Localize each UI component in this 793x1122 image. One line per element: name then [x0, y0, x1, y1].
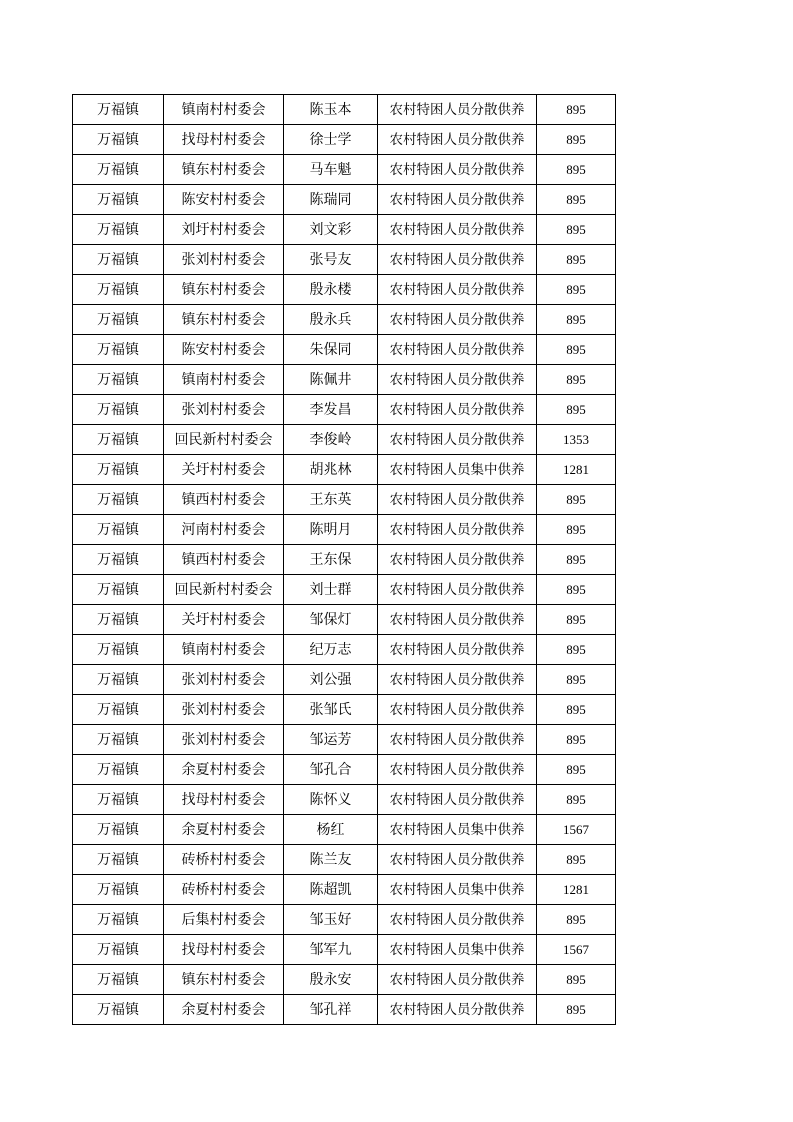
- village-cell: 陈安村村委会: [164, 335, 284, 365]
- table-row: [73, 365, 616, 395]
- town-cell: 万福镇: [73, 875, 164, 905]
- village-cell: 镇南村村委会: [164, 95, 284, 125]
- category-cell: 农村特困人员分散供养: [378, 845, 537, 875]
- table-row: [73, 815, 616, 845]
- table-row: [73, 785, 616, 815]
- category-cell: 农村特困人员分散供养: [378, 245, 537, 275]
- village-cell: 张刘村村委会: [164, 245, 284, 275]
- table-row: [73, 215, 616, 245]
- town-cell: 万福镇: [73, 965, 164, 995]
- category-cell: 农村特困人员分散供养: [378, 485, 537, 515]
- village-cell: 镇西村村委会: [164, 485, 284, 515]
- table-row: [73, 875, 616, 905]
- table-row: [73, 515, 616, 545]
- person-name-cell: 张号友: [284, 245, 378, 275]
- town-cell: 万福镇: [73, 665, 164, 695]
- table-body: [73, 95, 616, 1025]
- table-row: [73, 335, 616, 365]
- table-row: [73, 755, 616, 785]
- amount-cell: 895: [537, 215, 616, 245]
- village-cell: 张刘村村委会: [164, 395, 284, 425]
- town-cell: 万福镇: [73, 815, 164, 845]
- category-cell: 农村特困人员集中供养: [378, 935, 537, 965]
- category-cell: 农村特困人员分散供养: [378, 365, 537, 395]
- person-name-cell: 陈兰友: [284, 845, 378, 875]
- person-name-cell: 徐士学: [284, 125, 378, 155]
- person-name-cell: 殷永楼: [284, 275, 378, 305]
- amount-cell: 895: [537, 995, 616, 1025]
- person-name-cell: 陈超凯: [284, 875, 378, 905]
- amount-cell: 1281: [537, 875, 616, 905]
- category-cell: 农村特困人员分散供养: [378, 725, 537, 755]
- person-name-cell: 殷永兵: [284, 305, 378, 335]
- category-cell: 农村特困人员分散供养: [378, 215, 537, 245]
- village-cell: 关圩村村委会: [164, 605, 284, 635]
- village-cell: 镇东村村委会: [164, 305, 284, 335]
- town-cell: 万福镇: [73, 215, 164, 245]
- category-cell: 农村特困人员分散供养: [378, 545, 537, 575]
- table-row: [73, 635, 616, 665]
- table-row: [73, 485, 616, 515]
- town-cell: 万福镇: [73, 245, 164, 275]
- table-row: [73, 965, 616, 995]
- amount-cell: 895: [537, 545, 616, 575]
- table-row: [73, 605, 616, 635]
- table-row: [73, 905, 616, 935]
- category-cell: 农村特困人员集中供养: [378, 455, 537, 485]
- village-cell: 镇西村村委会: [164, 545, 284, 575]
- category-cell: 农村特困人员分散供养: [378, 575, 537, 605]
- person-name-cell: 杨红: [284, 815, 378, 845]
- village-cell: 镇东村村委会: [164, 155, 284, 185]
- person-name-cell: 胡兆林: [284, 455, 378, 485]
- amount-cell: 895: [537, 185, 616, 215]
- amount-cell: 895: [537, 515, 616, 545]
- village-cell: 镇南村村委会: [164, 365, 284, 395]
- person-name-cell: 王东保: [284, 545, 378, 575]
- amount-cell: 895: [537, 245, 616, 275]
- town-cell: 万福镇: [73, 95, 164, 125]
- category-cell: 农村特困人员集中供养: [378, 875, 537, 905]
- town-cell: 万福镇: [73, 785, 164, 815]
- town-cell: 万福镇: [73, 305, 164, 335]
- table-row: [73, 275, 616, 305]
- person-name-cell: 刘公强: [284, 665, 378, 695]
- town-cell: 万福镇: [73, 155, 164, 185]
- town-cell: 万福镇: [73, 575, 164, 605]
- table-row: [73, 575, 616, 605]
- person-name-cell: 刘士群: [284, 575, 378, 605]
- town-cell: 万福镇: [73, 935, 164, 965]
- person-name-cell: 王东英: [284, 485, 378, 515]
- town-cell: 万福镇: [73, 515, 164, 545]
- amount-cell: 895: [537, 605, 616, 635]
- table-row: [73, 665, 616, 695]
- category-cell: 农村特困人员分散供养: [378, 995, 537, 1025]
- amount-cell: 895: [537, 95, 616, 125]
- category-cell: 农村特困人员分散供养: [378, 665, 537, 695]
- village-cell: 回民新村村委会: [164, 575, 284, 605]
- category-cell: 农村特困人员集中供养: [378, 815, 537, 845]
- town-cell: 万福镇: [73, 275, 164, 305]
- amount-cell: 895: [537, 395, 616, 425]
- table-row: [73, 995, 616, 1025]
- town-cell: 万福镇: [73, 335, 164, 365]
- amount-cell: 1567: [537, 935, 616, 965]
- category-cell: 农村特困人员分散供养: [378, 335, 537, 365]
- table-row: [73, 395, 616, 425]
- person-name-cell: 朱保同: [284, 335, 378, 365]
- person-name-cell: 邹运芳: [284, 725, 378, 755]
- table-row: [73, 455, 616, 485]
- amount-cell: 895: [537, 845, 616, 875]
- town-cell: 万福镇: [73, 995, 164, 1025]
- person-name-cell: 邹孔祥: [284, 995, 378, 1025]
- table-row: [73, 305, 616, 335]
- person-name-cell: 张邹氏: [284, 695, 378, 725]
- category-cell: 农村特困人员分散供养: [378, 125, 537, 155]
- person-name-cell: 陈瑞同: [284, 185, 378, 215]
- table-row: [73, 725, 616, 755]
- village-cell: 找母村村委会: [164, 785, 284, 815]
- amount-cell: 895: [537, 335, 616, 365]
- person-name-cell: 陈明月: [284, 515, 378, 545]
- amount-cell: 1281: [537, 455, 616, 485]
- town-cell: 万福镇: [73, 365, 164, 395]
- amount-cell: 895: [537, 155, 616, 185]
- amount-cell: 895: [537, 275, 616, 305]
- village-cell: 镇东村村委会: [164, 275, 284, 305]
- table-row: [73, 695, 616, 725]
- town-cell: 万福镇: [73, 755, 164, 785]
- amount-cell: 895: [537, 785, 616, 815]
- category-cell: 农村特困人员分散供养: [378, 515, 537, 545]
- person-name-cell: 邹军九: [284, 935, 378, 965]
- amount-cell: 1567: [537, 815, 616, 845]
- village-cell: 砖桥村村委会: [164, 875, 284, 905]
- beneficiary-table: [72, 94, 616, 1025]
- village-cell: 找母村村委会: [164, 125, 284, 155]
- table-row: [73, 155, 616, 185]
- category-cell: 农村特困人员分散供养: [378, 785, 537, 815]
- table-row: [73, 545, 616, 575]
- village-cell: 余夏村村委会: [164, 995, 284, 1025]
- table-row: [73, 425, 616, 455]
- table-row: [73, 95, 616, 125]
- table-row: [73, 845, 616, 875]
- table-row: [73, 185, 616, 215]
- town-cell: 万福镇: [73, 845, 164, 875]
- town-cell: 万福镇: [73, 125, 164, 155]
- category-cell: 农村特困人员分散供养: [378, 395, 537, 425]
- village-cell: 镇东村村委会: [164, 965, 284, 995]
- village-cell: 镇南村村委会: [164, 635, 284, 665]
- amount-cell: 895: [537, 665, 616, 695]
- village-cell: 余夏村村委会: [164, 755, 284, 785]
- amount-cell: 895: [537, 305, 616, 335]
- town-cell: 万福镇: [73, 485, 164, 515]
- village-cell: 河南村村委会: [164, 515, 284, 545]
- amount-cell: 895: [537, 725, 616, 755]
- person-name-cell: 陈佩井: [284, 365, 378, 395]
- amount-cell: 895: [537, 755, 616, 785]
- person-name-cell: 邹孔合: [284, 755, 378, 785]
- category-cell: 农村特困人员分散供养: [378, 905, 537, 935]
- table-row: [73, 935, 616, 965]
- person-name-cell: 马车魁: [284, 155, 378, 185]
- category-cell: 农村特困人员分散供养: [378, 275, 537, 305]
- category-cell: 农村特困人员分散供养: [378, 635, 537, 665]
- person-name-cell: 邹保灯: [284, 605, 378, 635]
- category-cell: 农村特困人员分散供养: [378, 95, 537, 125]
- amount-cell: 895: [537, 965, 616, 995]
- town-cell: 万福镇: [73, 605, 164, 635]
- town-cell: 万福镇: [73, 185, 164, 215]
- person-name-cell: 邹玉好: [284, 905, 378, 935]
- table-row: [73, 125, 616, 155]
- category-cell: 农村特困人员分散供养: [378, 185, 537, 215]
- town-cell: 万福镇: [73, 425, 164, 455]
- person-name-cell: 陈怀义: [284, 785, 378, 815]
- amount-cell: 895: [537, 695, 616, 725]
- category-cell: 农村特困人员分散供养: [378, 305, 537, 335]
- village-cell: 找母村村委会: [164, 935, 284, 965]
- table-row: [73, 245, 616, 275]
- category-cell: 农村特困人员分散供养: [378, 695, 537, 725]
- amount-cell: 895: [537, 365, 616, 395]
- person-name-cell: 刘文彩: [284, 215, 378, 245]
- category-cell: 农村特困人员分散供养: [378, 605, 537, 635]
- village-cell: 张刘村村委会: [164, 665, 284, 695]
- village-cell: 陈安村村委会: [164, 185, 284, 215]
- village-cell: 张刘村村委会: [164, 725, 284, 755]
- category-cell: 农村特困人员分散供养: [378, 155, 537, 185]
- category-cell: 农村特困人员分散供养: [378, 755, 537, 785]
- person-name-cell: 李发昌: [284, 395, 378, 425]
- amount-cell: 1353: [537, 425, 616, 455]
- town-cell: 万福镇: [73, 395, 164, 425]
- person-name-cell: 纪万志: [284, 635, 378, 665]
- category-cell: 农村特困人员分散供养: [378, 965, 537, 995]
- village-cell: 刘圩村村委会: [164, 215, 284, 245]
- town-cell: 万福镇: [73, 905, 164, 935]
- village-cell: 关圩村村委会: [164, 455, 284, 485]
- amount-cell: 895: [537, 485, 616, 515]
- person-name-cell: 殷永安: [284, 965, 378, 995]
- town-cell: 万福镇: [73, 725, 164, 755]
- town-cell: 万福镇: [73, 455, 164, 485]
- person-name-cell: 陈玉本: [284, 95, 378, 125]
- town-cell: 万福镇: [73, 695, 164, 725]
- village-cell: 砖桥村村委会: [164, 845, 284, 875]
- category-cell: 农村特困人员分散供养: [378, 425, 537, 455]
- village-cell: 回民新村村委会: [164, 425, 284, 455]
- town-cell: 万福镇: [73, 545, 164, 575]
- village-cell: 余夏村村委会: [164, 815, 284, 845]
- town-cell: 万福镇: [73, 635, 164, 665]
- amount-cell: 895: [537, 635, 616, 665]
- person-name-cell: 李俊岭: [284, 425, 378, 455]
- amount-cell: 895: [537, 905, 616, 935]
- village-cell: 张刘村村委会: [164, 695, 284, 725]
- amount-cell: 895: [537, 125, 616, 155]
- village-cell: 后集村村委会: [164, 905, 284, 935]
- amount-cell: 895: [537, 575, 616, 605]
